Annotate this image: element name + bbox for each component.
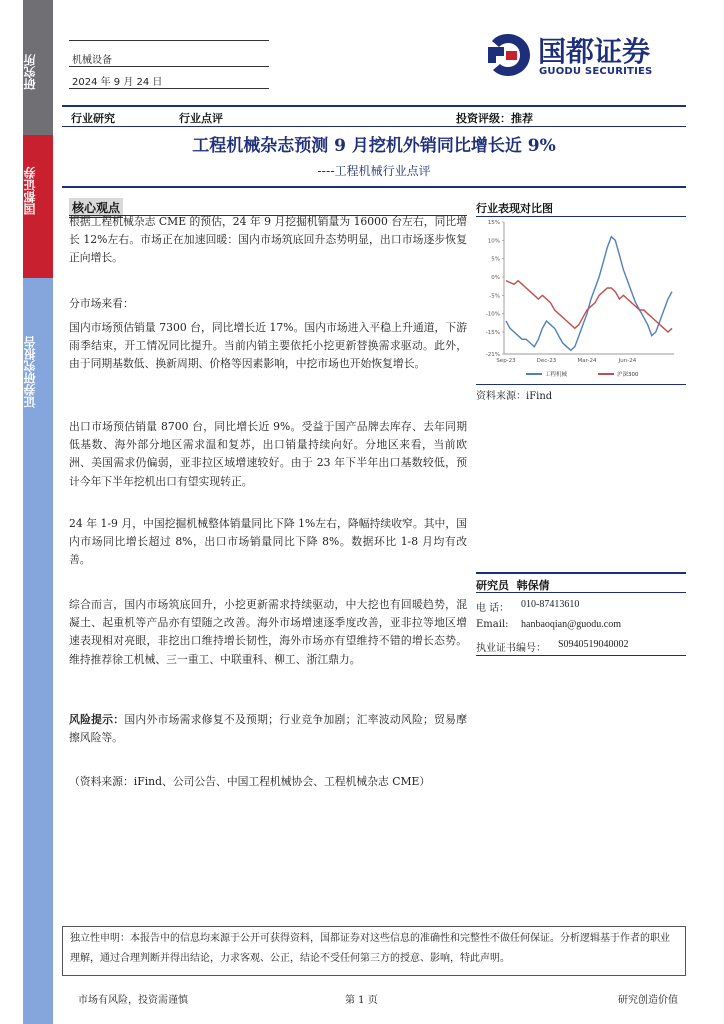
analyst-label: 研究员 bbox=[476, 579, 509, 592]
company-logo bbox=[484, 30, 664, 82]
footer-slogan: 研究创造价值 bbox=[618, 995, 678, 1006]
title-divider bbox=[62, 186, 686, 188]
core-heading: 核心观点 bbox=[69, 198, 123, 218]
sidebar-label-company: 国都证券 bbox=[23, 167, 37, 215]
analyst-name: 韩保倩 bbox=[516, 579, 550, 592]
legend-label: 沪深300 bbox=[617, 372, 639, 378]
category-bar bbox=[62, 105, 686, 127]
y-tick-label: 15% bbox=[487, 220, 500, 226]
y-tick-label: -10% bbox=[485, 311, 500, 318]
chart-section-rule bbox=[476, 216, 686, 217]
report-subtype: 行业点评 bbox=[179, 112, 223, 125]
investment-rating: 投资评级：推荐 bbox=[456, 112, 533, 125]
sector-label: 机械设备 bbox=[72, 55, 112, 66]
paragraph-risk bbox=[69, 711, 467, 747]
cert-label: 执业证书编号： bbox=[476, 643, 546, 654]
x-tick-label: Jun-24 bbox=[618, 358, 637, 364]
x-tick-label: Mar-24 bbox=[577, 358, 597, 364]
y-tick-label: 10% bbox=[487, 238, 500, 245]
report-subtitle: ----工程机械行业点评 bbox=[317, 164, 431, 178]
report-date: 2024 年 9 月 24 日 bbox=[72, 77, 163, 88]
logo-wordmark: 国都证券 bbox=[538, 35, 651, 68]
footer-risk-note: 市场有风险，投资需谨慎 bbox=[78, 995, 188, 1006]
phone-value: 010-87413610 bbox=[521, 599, 580, 610]
paragraph-sources: （资料来源：iFind、公司公告、中国工程机械协会、工程机械杂志 CME） bbox=[69, 775, 431, 788]
y-tick-label: -5% bbox=[489, 293, 500, 300]
logo-emblem-icon bbox=[484, 32, 532, 78]
email-value[interactable]: hanbaoqian@guodu.com bbox=[521, 619, 622, 630]
y-tick-label: 5% bbox=[491, 256, 500, 263]
performance-chart bbox=[476, 218, 686, 384]
analyst-bottom-rule bbox=[476, 655, 686, 656]
independence-disclaimer: 独立性申明：本报告中的信息均来源于公开可获得资料，国都证券对这些信息的准确性和完整性不做任何保证。分析逻辑基于作者的职业理解，通过合理判断并得出结论，力求客观、公正，结论不受任何第三方的授意、影响，特此声明。 bbox=[62, 926, 686, 976]
paragraph-conclusion: 综合而言，国内市场筑底回升，小挖更新需求持续驱动，中大挖也有回暖趋势，混凝土、起重机等产品亦有望随之改善。海外市场增速逐季度改善，亚非拉等地区增速表现相对亮眼，非挖出口维持增长韧性，海外市场亦有望维持不错的增长态势。维持推荐徐工机械、三一重工、中联重科、柳工、浙江鼎力。 bbox=[69, 598, 467, 666]
analyst-heading bbox=[476, 577, 550, 593]
x-tick-label: Dec-23 bbox=[536, 358, 557, 364]
paragraph-export: 出口市场预估销量 8700 台，同比增长近 9%。受益于国产品牌去库存、去年同期低基数、海外部分地区需求温和复苏，出口销量持续向好。分地区来看，当前欧洲、美国需求仍偏弱，亚非拉区域增速较好。由于 23 年下半年出口基数较低，预计今年下半年挖机出口有望实现转正。 bbox=[69, 420, 467, 488]
risk-text: 国内外市场需求修复不及预期；行业竞争加剧；汇率波动风险；贸易摩擦风险等。 bbox=[69, 713, 468, 745]
series-line-machinery bbox=[506, 237, 672, 351]
email-label: Email: bbox=[476, 619, 509, 630]
header-rule bbox=[69, 66, 269, 67]
chart-bottom-rule bbox=[476, 384, 686, 385]
report-title: 工程机械杂志预测 9 月挖机外销同比增长近 9% bbox=[192, 136, 556, 156]
risk-label: 风险提示： bbox=[69, 713, 125, 726]
y-tick-label: -15% bbox=[485, 330, 500, 336]
logo-english-name: GUODU SECURITIES bbox=[539, 66, 653, 77]
legend-label: 工程机械 bbox=[545, 372, 568, 378]
page-number: 第 1 页 bbox=[345, 995, 378, 1006]
paragraph-breakdown-intro: 分市场来看： bbox=[69, 297, 134, 310]
header-rule bbox=[69, 88, 269, 89]
header-rule bbox=[69, 40, 269, 41]
paragraph-domestic: 国内市场预估销量 7300 台，同比增长近 17%。国内市场进入平稳上升通道，下游雨季结束，开工情况同比提升。当前内销主要依托小挖更新替换需求驱动。此外，由于同期基数低、换新周期、价格等因素影响，中挖市场也开始恢复增长。 bbox=[69, 321, 467, 371]
paragraph-summary: 根据工程机械杂志 CME 的预估，24 年 9 月挖掘机销量为 16000 台左右，同比增长 12%左右。市场正在加速回暖：国内市场筑底回升态势明显，出口市场逐步恢复正向增长。 bbox=[69, 215, 467, 265]
y-tick-label: -21% bbox=[485, 352, 500, 358]
paragraph-ytd: 24 年 1-9 月，中国挖掘机械整体销量同比下降 1%左右，降幅持续收窄。其中，国内市场同比增长超过 8%，出口市场销量同比下降 8%。数据环比 1-8 月均有改善。 bbox=[69, 517, 467, 567]
sidebar-label-report: 证券研究报告 bbox=[23, 336, 37, 408]
cert-value: S0940519040002 bbox=[558, 639, 629, 650]
chart-source: 资料来源：iFind bbox=[476, 391, 553, 402]
x-tick-label: Sep-23 bbox=[496, 358, 516, 364]
analyst-top-rule bbox=[476, 572, 686, 574]
phone-label: 电 话： bbox=[476, 603, 510, 614]
y-tick-label: 0% bbox=[491, 275, 500, 281]
sidebar-label-institute: 研究所 bbox=[23, 54, 37, 90]
left-sidebar bbox=[23, 0, 53, 1024]
analyst-heading-rule bbox=[476, 592, 686, 593]
report-type: 行业研究 bbox=[71, 112, 115, 125]
chart-section-title: 行业表现对比图 bbox=[476, 202, 553, 215]
